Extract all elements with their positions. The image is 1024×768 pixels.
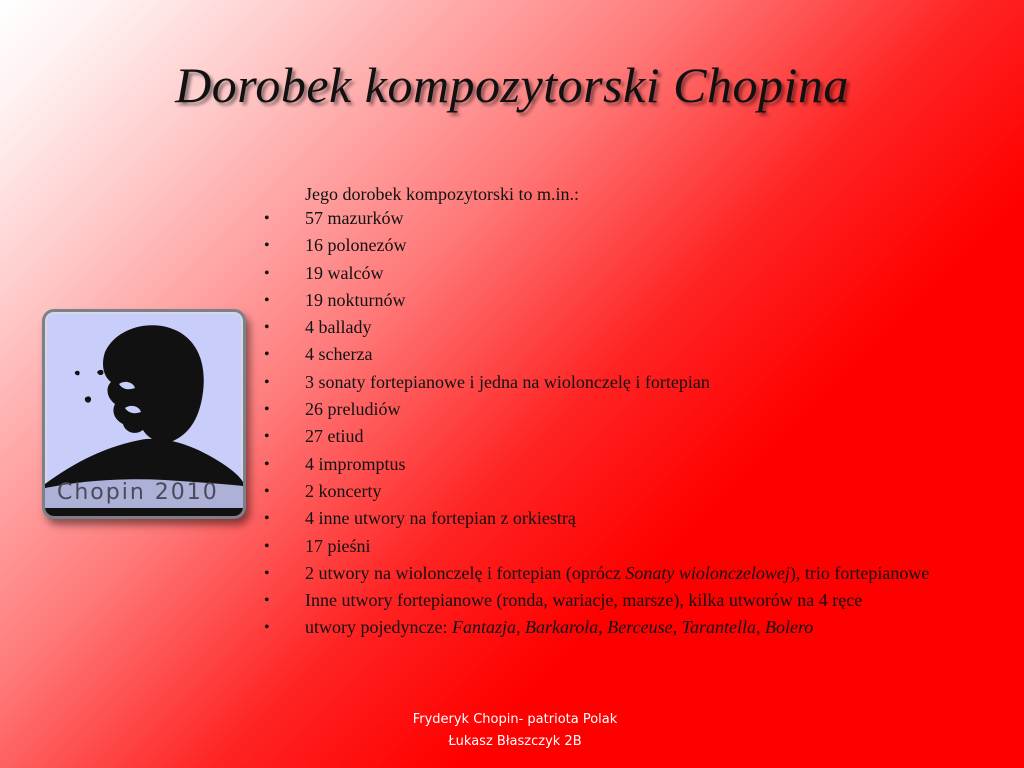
logo-text: Chopin 2010 [57,480,219,505]
bullet-icon: • [264,373,270,391]
list-item-text: 4 impromptus [305,453,406,474]
bullet-icon: • [264,401,270,419]
footer-author-name: Łukasz Błaszczyk 2B [448,734,582,749]
list-item [264,617,1016,638]
list-item-text: 26 preludiów [305,399,401,420]
list-item [264,372,1016,393]
bullet-icon: • [264,264,270,282]
bullet-icon: • [264,210,270,227]
list-item [264,454,1016,475]
list-item-text: 4 scherza [305,344,373,365]
list-item [264,481,1016,502]
list-item-text: 3 sonaty fortepianowe i jedna na wiolonczelę i fortepian [305,371,710,392]
bullet-icon: • [264,455,270,473]
list-item [264,590,1016,611]
list-item-text: 27 etiud [305,426,364,447]
list-item [264,235,1016,256]
list-item-text: 19 nokturnów [305,289,406,310]
list-item [264,344,1016,365]
list-item [264,508,1016,529]
list-item-text: utwory pojedyncze: Fantazja, Barkarola, Berceuse, Tarantella, Bolero [305,617,814,638]
list-item [264,208,1016,229]
bullet-icon: • [264,537,270,555]
bullet-icon: • [264,482,270,500]
works-list [264,208,1016,645]
list-item-text: 4 inne utwory na fortepian z orkiestrą [305,508,576,529]
bullet-icon: • [264,237,270,255]
bullet-icon: • [264,319,270,337]
bullet-icon: • [264,619,270,637]
list-item [264,263,1016,284]
list-item-text: 4 ballady [305,317,372,338]
list-item [264,536,1016,557]
list-item-text: 19 walców [305,262,384,283]
list-item [264,563,1016,584]
bullet-icon: • [264,346,270,364]
bullet-icon: • [264,510,270,528]
bullet-icon: • [264,564,270,582]
list-item [264,426,1016,447]
intro-text: Jego dorobek kompozytorski to m.in.: [305,184,579,204]
list-item-text: 2 utwory na wiolonczelę i fortepian (oprócz Sonaty wiolonczelowej), trio fortepianowe [305,562,930,583]
slide-title: Dorobek kompozytorski Chopina [175,57,849,113]
list-item [264,290,1016,311]
list-item-text: 57 mazurków [305,208,404,228]
list-item-text: 2 koncerty [305,480,382,501]
bullet-icon: • [264,592,270,610]
list-item [264,399,1016,420]
list-item [264,317,1016,338]
bullet-icon: • [264,428,270,446]
chopin-2010-logo [42,309,246,519]
footer-author-title: Fryderyk Chopin- patriota Polak [412,712,618,727]
bullet-icon: • [264,291,270,309]
list-item-text: 16 polonezów [305,235,407,256]
list-item-text: 17 pieśni [305,535,371,556]
list-item-text: Inne utwory fortepianowe (ronda, wariacje, marsze), kilka utworów na 4 ręce [305,590,863,611]
